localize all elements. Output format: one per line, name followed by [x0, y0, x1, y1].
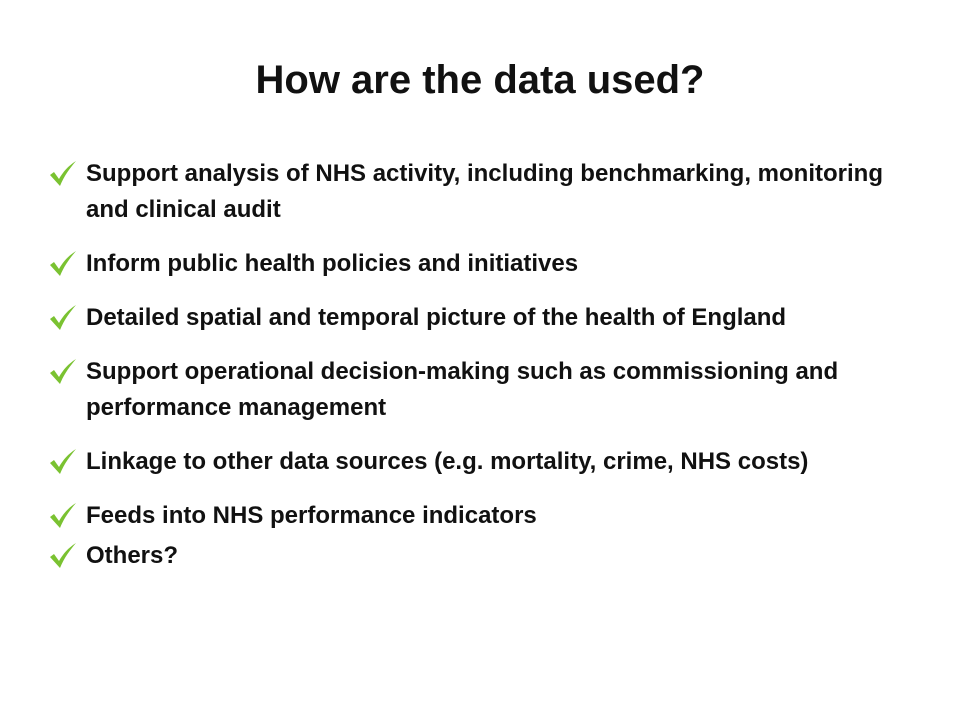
bullet-item	[48, 538, 928, 574]
check-mark-icon	[48, 502, 78, 530]
check-mark-icon	[48, 304, 78, 332]
bullet-item	[48, 444, 928, 480]
bullet-item	[48, 354, 928, 426]
bullet-text: Inform public health policies and initiatives	[86, 250, 579, 277]
bullet-text: Others?	[86, 542, 179, 569]
bullet-item	[48, 156, 928, 228]
bullet-item	[48, 246, 928, 282]
check-mark-icon	[48, 542, 78, 570]
bullet-text: Feeds into NHS performance indicators	[86, 502, 537, 529]
check-mark-icon	[48, 358, 78, 386]
check-mark-icon	[48, 250, 78, 278]
bullet-text: Detailed spatial and temporal picture of the health of England	[86, 304, 787, 331]
check-mark-icon	[48, 448, 78, 476]
check-mark-icon	[48, 160, 78, 188]
bullet-list	[48, 156, 928, 592]
bullet-text: Support analysis of NHS activity, including benchmarking, monitoring and clinical audit	[86, 160, 883, 223]
bullet-item	[48, 498, 928, 534]
bullet-text: Support operational decision-making such as commissioning and performance management	[86, 358, 839, 421]
bullet-item	[48, 300, 928, 336]
bullet-text: Linkage to other data sources (e.g. mortality, crime, NHS costs)	[86, 448, 809, 475]
slide-title: How are the data used?	[255, 58, 705, 102]
